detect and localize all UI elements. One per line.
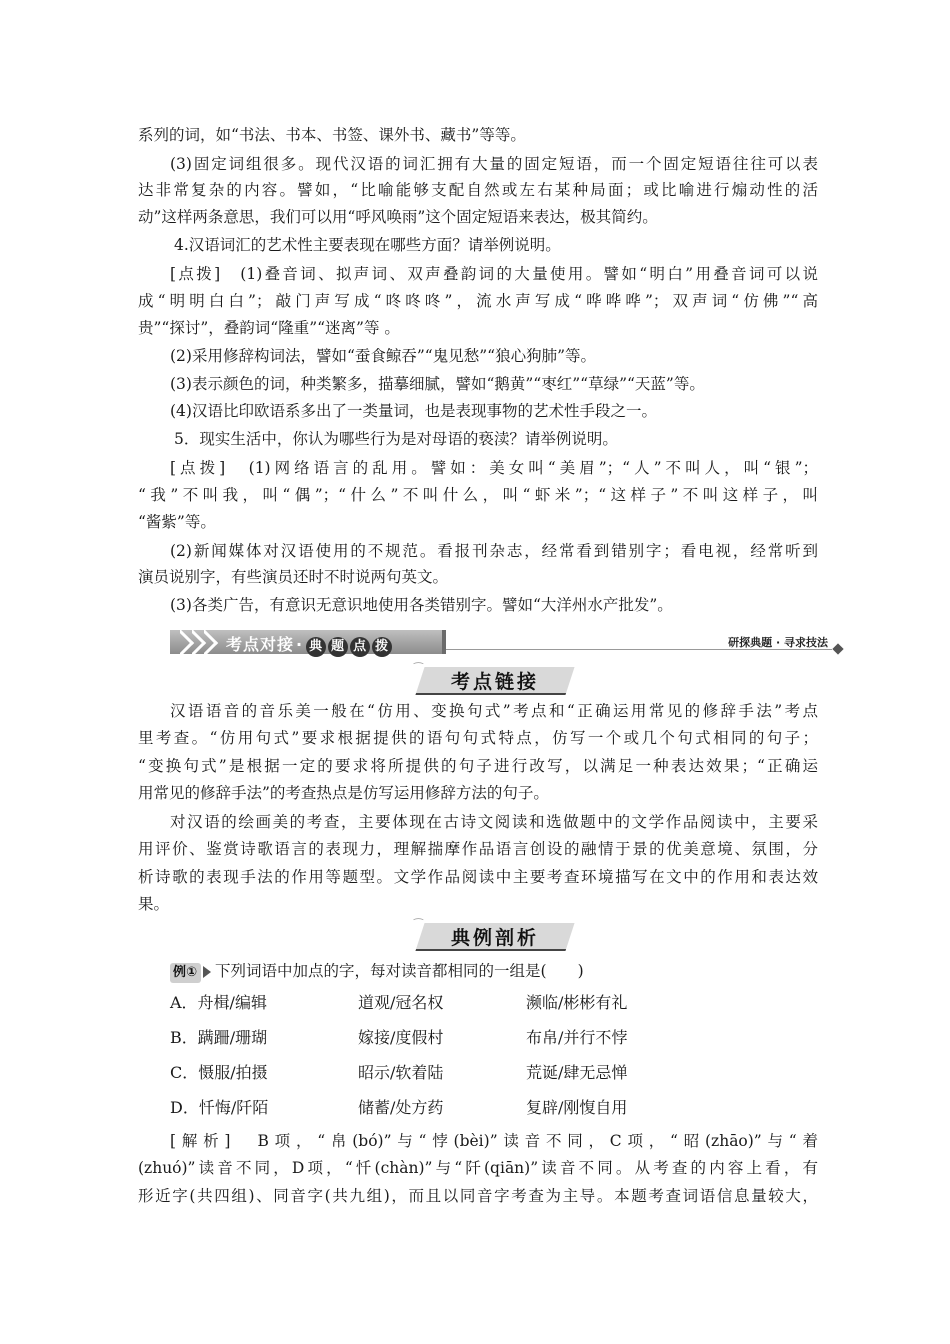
text-line: “酱紫”等。 bbox=[138, 513, 216, 531]
banner-bar bbox=[170, 630, 446, 654]
text-line: (4)汉语比印欧语系多出了一类量词，也是表现事物的艺术性手段之一。 bbox=[170, 402, 657, 420]
text-line: “我”不叫我，叫“偶”；“什么”不叫什么，叫“虾米”；“这样子”不叫这样子，叫 bbox=[138, 486, 818, 504]
chevron-right-icon bbox=[204, 630, 220, 654]
subheading-text: 考点链接 bbox=[450, 671, 539, 693]
text-line: 动”这样两条意思，我们可以用“呼风唤雨”这个固定短语来表达，极其简约。 bbox=[138, 208, 658, 226]
text-line: 贵”“探讨”，叠韵词“隆重”“迷离”等 。 bbox=[138, 319, 400, 337]
banner-circle-char: 拨 bbox=[372, 637, 392, 657]
text-line: 果。 bbox=[138, 895, 170, 913]
banner-title bbox=[226, 632, 393, 657]
text-line: 达非常复杂的内容。譬如，“比喻能够支配自然或左右某种局面；或比喻进行煽动性的活 bbox=[138, 181, 818, 199]
banner-circle-char: 题 bbox=[328, 637, 348, 657]
subheading-kaodian bbox=[414, 662, 570, 694]
text-line: “变换句式”是根据一定的要求将所提供的句子进行改写，以满足一种表达效果；“正确运 bbox=[138, 757, 818, 775]
example-question-text: 下列词语中加点的字，每对读音都相同的一组是( ) bbox=[215, 962, 584, 980]
option-item: 复辟/刚愎自用 bbox=[526, 1098, 628, 1117]
text-line: 里考查。“仿用句式”要求根据提供的语句句式特点，仿写一个或几个句式相同的句子； bbox=[138, 729, 818, 747]
banner-right-caption: 研探典题 · 寻求技法 bbox=[728, 636, 828, 649]
option-item: A．舟楫/编辑 bbox=[170, 993, 267, 1012]
wave-icon: ⁀ bbox=[414, 918, 423, 931]
banner-separator: · bbox=[296, 635, 304, 654]
banner-title-a: 考点对接 bbox=[226, 635, 295, 654]
text-line: 用评价、鉴赏诗歌语言的表现力，理解揣摩作品语言创设的融情于景的优美意境、氛围，分 bbox=[138, 840, 818, 858]
option-item: B．蹒跚/珊瑚 bbox=[170, 1028, 268, 1047]
text-line: 成“明明白白”；敲门声写成“咚咚咚”，流水声写成“哗哗哗”；双声词“仿佛”“高 bbox=[138, 292, 818, 310]
example-question bbox=[170, 961, 818, 983]
text-line: 用常见的修辞手法”的考查热点是仿写运用修辞方法的句子。 bbox=[138, 784, 549, 802]
text-line: 形近字(共四组)、同音字(共九组)，而且以同音字考查为主导。本题考查词语信息量较大， bbox=[138, 1187, 818, 1205]
text-line: (zhuó)”读音不同，D项，“忏(chàn)”与“阡(qiān)”读音不同。从考查的内容上看，有 bbox=[138, 1159, 818, 1177]
text-line: (3)固定词组很多。现代汉语的词汇拥有大量的固定短语，而一个固定短语往往可以表 bbox=[170, 155, 818, 173]
banner-circle-char: 典 bbox=[306, 637, 326, 657]
banner-circle-char: 点 bbox=[350, 637, 370, 657]
text-line: 析诗歌的表现手法的作用等题型。文学作品阅读中主要考查环境描写在文中的作用和表达效 bbox=[138, 868, 818, 886]
subheading-text: 典例剖析 bbox=[450, 927, 539, 949]
section-banner bbox=[170, 628, 842, 658]
text-line: [解析] B项，“帛(bó)”与“悖(bèi)”读音不同，C项，“昭(zhāo)”与“着 bbox=[170, 1132, 818, 1150]
wave-icon: ⁀ bbox=[414, 662, 423, 675]
option-item: 道观/冠名权 bbox=[358, 993, 444, 1012]
text-line: (3)表示颜色的词，种类繁多，描摹细腻，譬如“鹅黄”“枣红”“草绿”“天蓝”等。 bbox=[170, 375, 705, 393]
text-line: 演员说别字，有些演员还时不时说两句英文。 bbox=[138, 568, 449, 586]
option-item: 濒临/彬彬有礼 bbox=[526, 993, 628, 1012]
text-line: 4.汉语词汇的艺术性主要表现在哪些方面？请举例说明。 bbox=[174, 236, 561, 254]
text-line: 汉语语音的音乐美一般在“仿用、变换句式”考点和“正确运用常见的修辞手法”考点 bbox=[170, 702, 818, 720]
option-item: D．忏悔/阡陌 bbox=[170, 1098, 269, 1117]
option-item: 布帛/并行不悖 bbox=[526, 1028, 628, 1047]
option-item: 储蓄/处方药 bbox=[358, 1098, 444, 1117]
option-item: 嫁接/度假村 bbox=[358, 1028, 444, 1047]
subheading-dianli bbox=[414, 918, 570, 950]
text-line: (2)采用修辞构词法，譬如“蚕食鲸吞”“鬼见愁”“狼心狗肺”等。 bbox=[170, 347, 597, 365]
triangle-right-icon bbox=[203, 966, 211, 978]
text-line: [点拨] (1)叠音词、拟声词、双声叠韵词的大量使用。譬如“明白”用叠音词可以说 bbox=[170, 265, 818, 283]
example-label: 例① bbox=[170, 963, 201, 983]
text-line: [点拨] (1)网络语言的乱用。譬如：美女叫“美眉”；“人”不叫人，叫“银”； bbox=[170, 459, 818, 477]
option-item: 荒诞/肆无忌惮 bbox=[526, 1063, 628, 1082]
text-line: (2)新闻媒体对汉语使用的不规范。看报刊杂志，经常看到错别字；看电视，经常听到 bbox=[170, 542, 818, 560]
text-line: (3)各类广告，有意识无意识地使用各类错别字。譬如“大洋州水产批发”。 bbox=[170, 596, 673, 614]
diamond-icon bbox=[832, 643, 843, 654]
text-line: 对汉语的绘画美的考查，主要体现在古诗文阅读和选做题中的文学作品阅读中，主要采 bbox=[170, 813, 818, 831]
text-line: 5．现实生活中，你认为哪些行为是对母语的亵渎？请举例说明。 bbox=[174, 430, 618, 448]
text-line: 系列的词，如“书法、书本、书签、课外书、藏书”等等。 bbox=[138, 126, 526, 144]
option-item: C．慑服/拍摄 bbox=[170, 1063, 268, 1082]
option-item: 昭示/软着陆 bbox=[358, 1063, 444, 1082]
